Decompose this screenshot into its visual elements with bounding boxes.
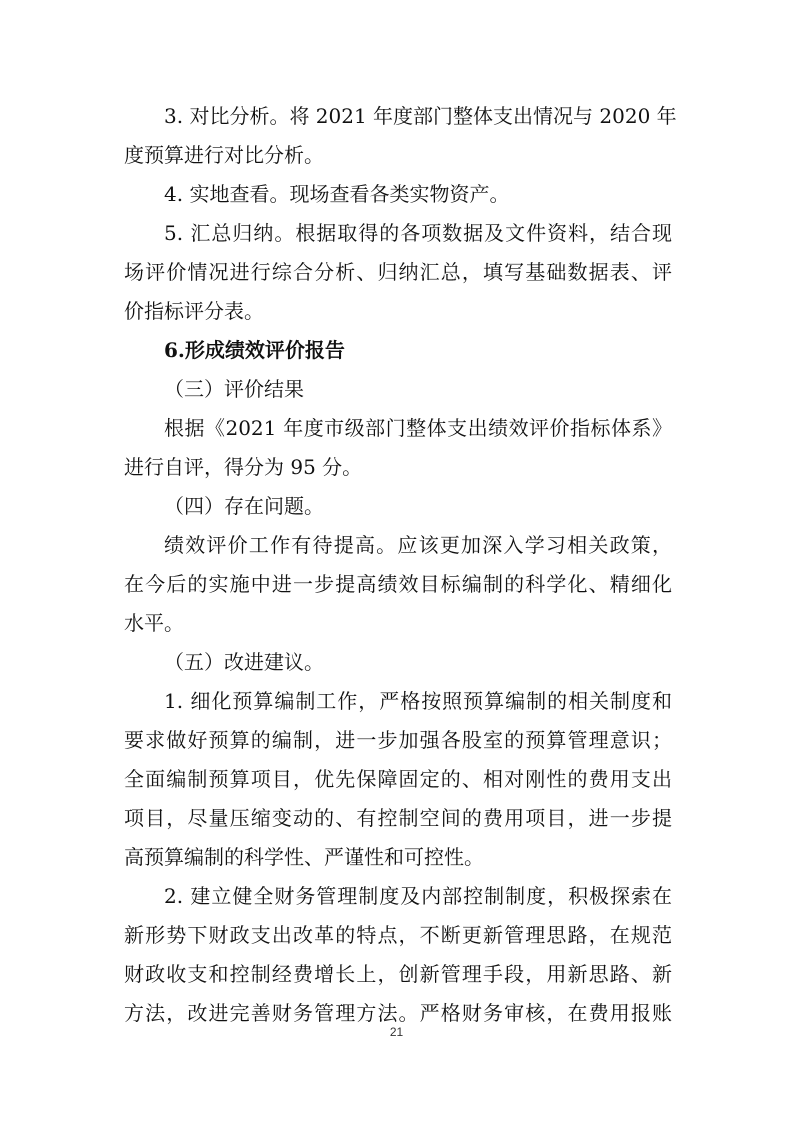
paragraph-line: 价指标评分表。 xyxy=(124,299,264,323)
paragraph-line: 全面编制预算项目，优先保障固定的、相对刚性的费用支出 xyxy=(124,767,672,791)
paragraph-line: 2. 建立健全财务管理制度及内部控制制度，积极探索在 xyxy=(164,884,672,908)
section-heading: （三）评价结果 xyxy=(164,377,304,401)
paragraph-line: 5. 汇总归纳。根据取得的各项数据及文件资料，结合现 xyxy=(164,221,672,245)
paragraph-line: 在今后的实施中进一步提高绩效目标编制的科学化、精细化 xyxy=(124,572,672,596)
section-heading: （四）存在问题。 xyxy=(164,494,324,518)
paragraph-line: 1. 细化预算编制工作，严格按照预算编制的相关制度和 xyxy=(164,689,672,713)
paragraph-line: 高预算编制的科学性、严谨性和可控性。 xyxy=(124,845,484,869)
paragraph-line: 根据《2021 年度市级部门整体支出绩效评价指标体系》 xyxy=(164,416,672,440)
page-number: 21 xyxy=(389,1025,404,1039)
paragraph-line: 4. 实地查看。现场查看各类实物资产。 xyxy=(164,182,510,206)
paragraph-line: 项目，尽量压缩变动的、有控制空间的费用项目，进一步提 xyxy=(124,806,672,830)
paragraph-line: 3. 对比分析。将 2021 年度部门整体支出情况与 2020 年 xyxy=(164,104,677,128)
section-heading: （五）改进建议。 xyxy=(164,650,324,674)
paragraph-line: 度预算进行对比分析。 xyxy=(124,143,324,167)
paragraph-line: 要求做好预算的编制，进一步加强各股室的预算管理意识； xyxy=(124,728,672,752)
paragraph-line: 财政收支和控制经费增长上，创新管理手段，用新思路、新 xyxy=(124,962,672,986)
paragraph-line: 场评价情况进行综合分析、归纳汇总，填写基础数据表、评 xyxy=(124,260,672,284)
paragraph-line: 绩效评价工作有待提高。应该更加深入学习相关政策， xyxy=(164,533,672,557)
paragraph-line: 水平。 xyxy=(124,611,184,635)
section-heading: 6.形成绩效评价报告 xyxy=(164,338,345,362)
paragraph-line: 进行自评，得分为 95 分。 xyxy=(124,455,363,479)
paragraph-line: 方法，改进完善财务管理方法。严格财务审核，在费用报账 xyxy=(124,1001,672,1025)
paragraph-line: 新形势下财政支出改革的特点，不断更新管理思路，在规范 xyxy=(124,923,672,947)
